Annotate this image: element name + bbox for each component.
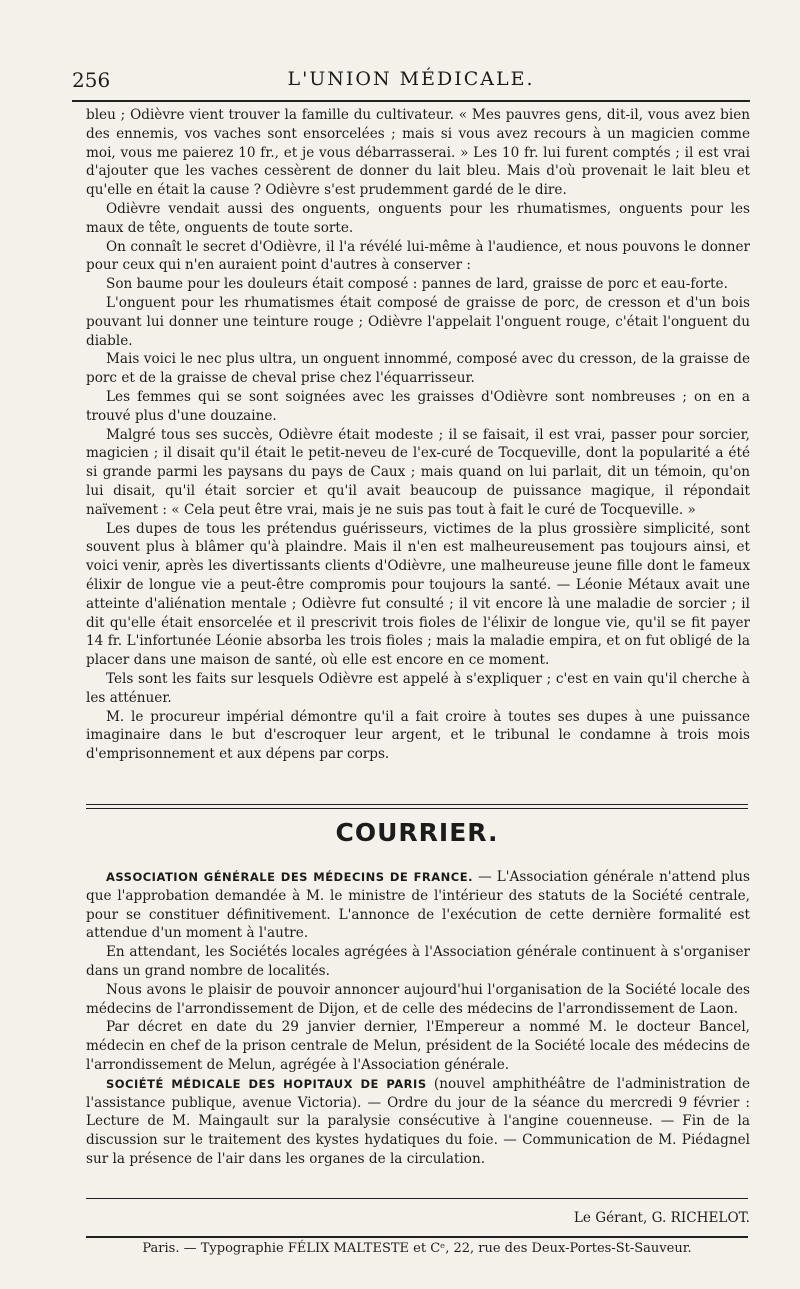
section-rule xyxy=(86,808,748,809)
courrier-heading: COURRIER. xyxy=(335,818,499,847)
courrier-paragraph xyxy=(86,868,750,943)
courrier-paragraph: Nous avons le plaisir de pouvoir annoncer aujourd'hui l'organisation de la Société locale des médecins de l'arrondissement de Dijon, et de celle des médecins de l'arrondissement de Laon. xyxy=(86,981,750,1017)
signature: Le Gérant, G. RICHELOT. xyxy=(573,1210,750,1226)
article-paragraph: L'onguent pour les rhumatismes était composé de graisse de porc, de cresson et d'un bois pouvant lui donner une teinture rouge ; Odièvre l'appelait l'onguent rouge, c'était l'onguent du diable. xyxy=(86,294,750,349)
article-paragraph: Son baume pour les douleurs était composé : pannes de lard, graisse de porc et eau-forte. xyxy=(106,276,728,293)
footer-rule xyxy=(86,1236,748,1238)
section-rule xyxy=(86,804,748,805)
article-paragraph: On connaît le secret d'Odièvre, il l'a révélé lui-même à l'audience, et nous pouvons le donner pour ceux qui n'en auraient point d'autres à conserver : xyxy=(86,238,750,274)
running-title: L'UNION MÉDICALE. xyxy=(287,68,535,90)
association-text: — L'Association générale n'attend plus que l'approbation demandée à M. le ministre de l'intérieur des statuts de la Société centrale, pour se constituer définitivement. L'annonce de l'exécution de cette dernière formalité est attendue d'un moment à l'autre. xyxy=(86,869,750,942)
societe-heading: SOCIÉTÉ MÉDICALE DES HOPITAUX DE PARIS xyxy=(106,1076,427,1091)
article-paragraph: bleu ; Odièvre vient trouver la famille du cultivateur. « Mes pauvres gens, dit-il, vous avez bien des ennemis, vos vaches sont ensorcelées ; mais si vous avez recours à un magicien comme moi, vous me paierez 10 fr., et je vous débarrasserai. » Les 10 fr. lui furent comptés ; il est vrai d'ajouter que les vaches cessèrent de donner du lait bleu. Mais d'où provenait le lait bleu et qu'elle en était la cause ? Odièvre s'est prudemment gardé de le dire. xyxy=(86,107,750,199)
page-header xyxy=(72,62,750,96)
signature-rule xyxy=(86,1198,748,1199)
article-body xyxy=(86,106,750,764)
article-paragraph: Les dupes de tous les prétendus guérisseurs, victimes de la plus grossière simplicité, sont souvent plus à blâmer qu'à plaindre. Mais il n'en est malheureusement pas toujours ainsi, et voici venir, après les divertissants clients d'Odièvre, une malheureuse jeune fille dont le fameux élixir de longue vie a peut-être compromis pour toujours la santé. — Léonie Métaux avait une atteinte d'aliénation mentale ; Odièvre fut consulté ; il vit encore là une maladie de sorcier ; il dit qu'elle était ensorcelée et il prescrivit trois fioles de l'élixir de longue vie, qu'il se fit payer 14 fr. L'infortunée Léonie absorba les trois fioles ; mais la maladie empira, et on fut obligé de la placer dans une maison de santé, où elle est encore en ce moment. xyxy=(86,520,750,669)
courrier-paragraph xyxy=(86,1075,750,1169)
courrier-paragraph: En attendant, les Sociétés locales agrégées à l'Association générale continuent à s'organiser dans un grand nombre de localités. xyxy=(86,944,750,979)
courrier-body xyxy=(86,868,750,1169)
article-paragraph: Odièvre vendait aussi des onguents, onguents pour les rhumatismes, onguents pour les maux de tête, onguents de toute sorte. xyxy=(86,200,750,236)
article-paragraph: M. le procureur impérial démontre qu'il a fait croire à toutes ses dupes à une puissance imaginaire dans le but d'escroquer leur argent, et le tribunal le condamne à trois mois d'emprisonnement et aux dépens par corps. xyxy=(86,708,750,763)
printer-footer: Paris. — Typographie FÉLIX MALTESTE et Cᵉ, 22, rue des Deux-Portes-St-Sauveur. xyxy=(142,1241,692,1256)
article-paragraph: Mais voici le nec plus ultra, un onguent innommé, composé avec du cresson, de la graisse de porc et de la graisse de cheval prise chez l'équarrisseur. xyxy=(86,351,750,387)
article-paragraph: Tels sont les faits sur lesquels Odièvre est appelé à s'expliquer ; c'est en vain qu'il cherche à les atténuer. xyxy=(86,670,750,706)
societe-text: (nouvel amphithéâtre de l'administration de l'assistance publique, avenue Victoria). — Ordre du jour de la séance du mercredi 9 février : Lecture de M. Maingault sur la paralysie consécutive à l'angine couenneuse. — Fin de la discussion sur le traitement des kystes hydatiques du foie. — Communication de M. Piédagnel sur la présence de l'air dans les organes de la circulation. xyxy=(86,1075,750,1167)
article-paragraph: Malgré tous ses succès, Odièvre était modeste ; il se faisait, il est vrai, passer pour sorcier, magicien ; il disait qu'il était le petit-neveu de l'ex-curé de Tocqueville, dont la popularité a été si grande parmi les paysans du pays de Caux ; mais quand on lui parlait, dit un témoin, qu'on lui disait, qu'il était sorcier et qu'il avait beaucoup de puissance magique, il répondait naïvement : « Cela peut être vrai, mais je ne suis pas tout à fait le curé de Tocqueville. » xyxy=(86,426,750,518)
article-paragraph: Les femmes qui se sont soignées avec les graisses d'Odièvre sont nombreuses ; on en a trouvé plus d'une douzaine. xyxy=(86,388,750,424)
association-heading: ASSOCIATION GÉNÉRALE DES MÉDECINS DE FRANCE. xyxy=(106,870,473,884)
page-number: 256 xyxy=(72,68,111,92)
courrier-paragraph: Par décret en date du 29 janvier dernier, l'Empereur a nommé M. le docteur Bancel, médecin en chef de la prison centrale de Melun, président de la Société locale des médecins de l'arrondissement de Melun, agrégée à l'Association générale. xyxy=(86,1019,750,1073)
header-rule xyxy=(72,100,750,102)
